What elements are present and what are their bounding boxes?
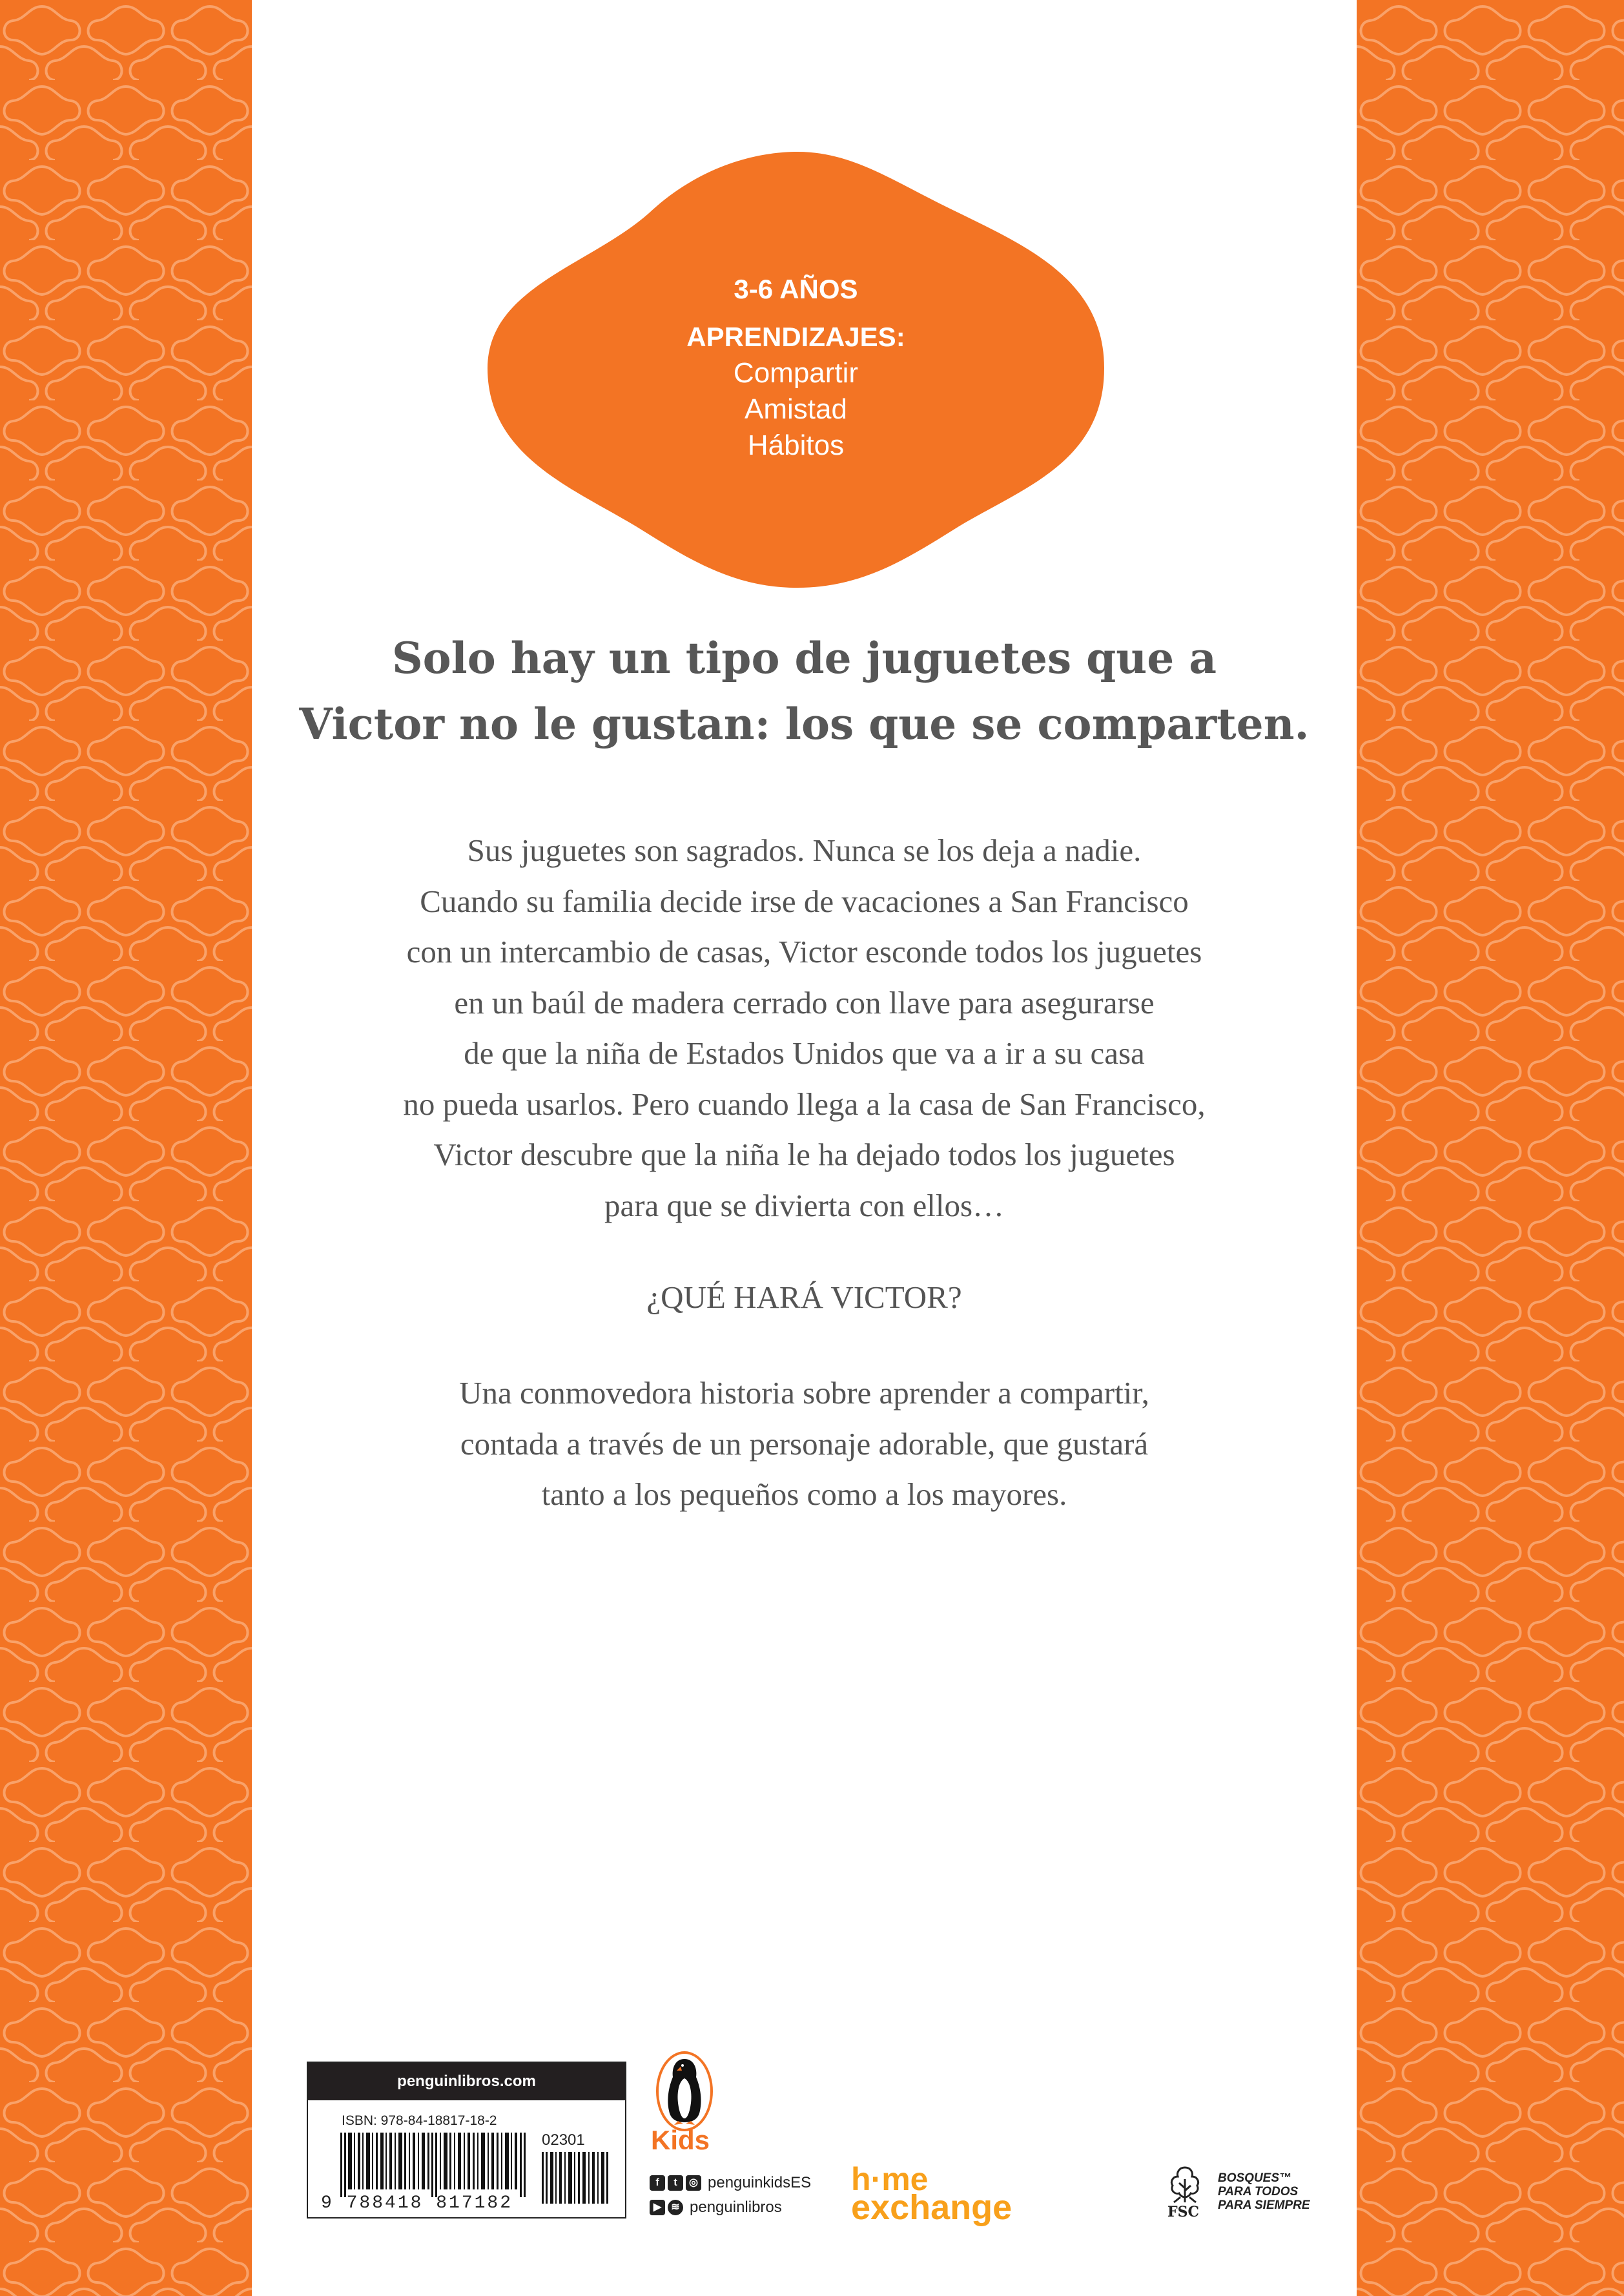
twitter-icon[interactable]: t <box>668 2175 683 2191</box>
penguin-logo-icon <box>652 2049 717 2134</box>
fsc-slogan-line: PARA TODOS <box>1218 2185 1299 2198</box>
barcode-box <box>307 2062 626 2218</box>
youtube-icon[interactable]: ▶ <box>650 2200 665 2215</box>
homeexchange-logo <box>851 2161 1012 2227</box>
closing-line: Una conmovedora historia sobre aprender a compartir, <box>459 1375 1149 1411</box>
learning-item: Hábitos <box>747 429 845 461</box>
learning-item: Amistad <box>745 393 847 425</box>
kids-imprint-label: Kids <box>651 2125 710 2155</box>
left-pattern-border <box>0 0 252 2296</box>
synopsis-line: en un baúl de madera cerrado con llave para asegurarse <box>454 984 1155 1020</box>
synopsis-line: Sus juguetes son sagrados. Nunca se los deja a nadie. <box>467 833 1142 868</box>
social-row <box>650 2198 782 2217</box>
social-row <box>650 2174 811 2192</box>
synopsis-line: para que se divierta con ellos… <box>604 1187 1005 1223</box>
facebook-icon[interactable]: f <box>650 2175 665 2191</box>
synopsis-line: con un intercambio de casas, Victor esconde todos los juguetes <box>406 934 1202 969</box>
fsc-slogan-line: BOSQUES™ <box>1218 2171 1292 2185</box>
addon-barcode-icon <box>542 2152 610 2204</box>
closing-line: tanto a los pequeños como a los mayores. <box>541 1476 1067 1512</box>
age-range: 3-6 AÑOS <box>734 274 858 304</box>
fsc-label: FSC <box>1167 2204 1200 2220</box>
homeexchange-line2: exchange <box>851 2188 1012 2227</box>
closing-line: contada a través de un personaje adorable, que gustará <box>460 1425 1149 1462</box>
social-handle: penguinkidsES <box>708 2174 812 2191</box>
synopsis-line: Cuando su familia decide irse de vacaciones a San Francisco <box>420 883 1189 919</box>
fsc-logo <box>1162 2165 1330 2223</box>
synopsis-line: no pueda usarlos. Pero cuando llega a la casa de San Francisco, <box>403 1086 1206 1122</box>
age-badge <box>488 271 1104 464</box>
homeexchange-line1: h·me <box>851 2161 929 2197</box>
fsc-tree-icon <box>1162 2165 1208 2204</box>
spotify-icon[interactable]: ≋ <box>668 2200 683 2215</box>
question: ¿QUÉ HARÁ VICTOR? <box>646 1279 962 1315</box>
headline <box>252 625 1357 757</box>
isbn-addon: 02301 <box>542 2131 585 2149</box>
isbn-number: ISBN: 978-84-18817-18-2 <box>342 2113 497 2128</box>
social-handle: penguinlibros <box>690 2198 782 2216</box>
learning-item: Compartir <box>733 357 859 389</box>
headline-line: Solo hay un tipo de juguetes que a <box>391 633 1217 683</box>
barcode-icon <box>340 2133 528 2197</box>
fsc-slogan-line: PARA SIEMPRE <box>1218 2198 1310 2212</box>
headline-line: Victor no le gustan: los que se comparten. <box>299 699 1310 749</box>
learnings-label: APRENDIZAJES: <box>686 322 905 352</box>
fsc-slogan <box>1218 2171 1310 2212</box>
right-pattern-border <box>1357 0 1624 2296</box>
publisher-website: penguinlibros.com <box>308 2063 625 2100</box>
barcode-digits: 9 788418 817182 <box>321 2193 513 2213</box>
synopsis-line: Victor descubre que la niña le ha dejado todos los juguetes <box>433 1137 1175 1172</box>
instagram-icon[interactable]: ◎ <box>686 2175 701 2191</box>
synopsis <box>252 825 1357 1231</box>
synopsis-line: de que la niña de Estados Unidos que va a ir a su casa <box>464 1035 1145 1071</box>
closing-paragraph <box>252 1368 1357 1520</box>
